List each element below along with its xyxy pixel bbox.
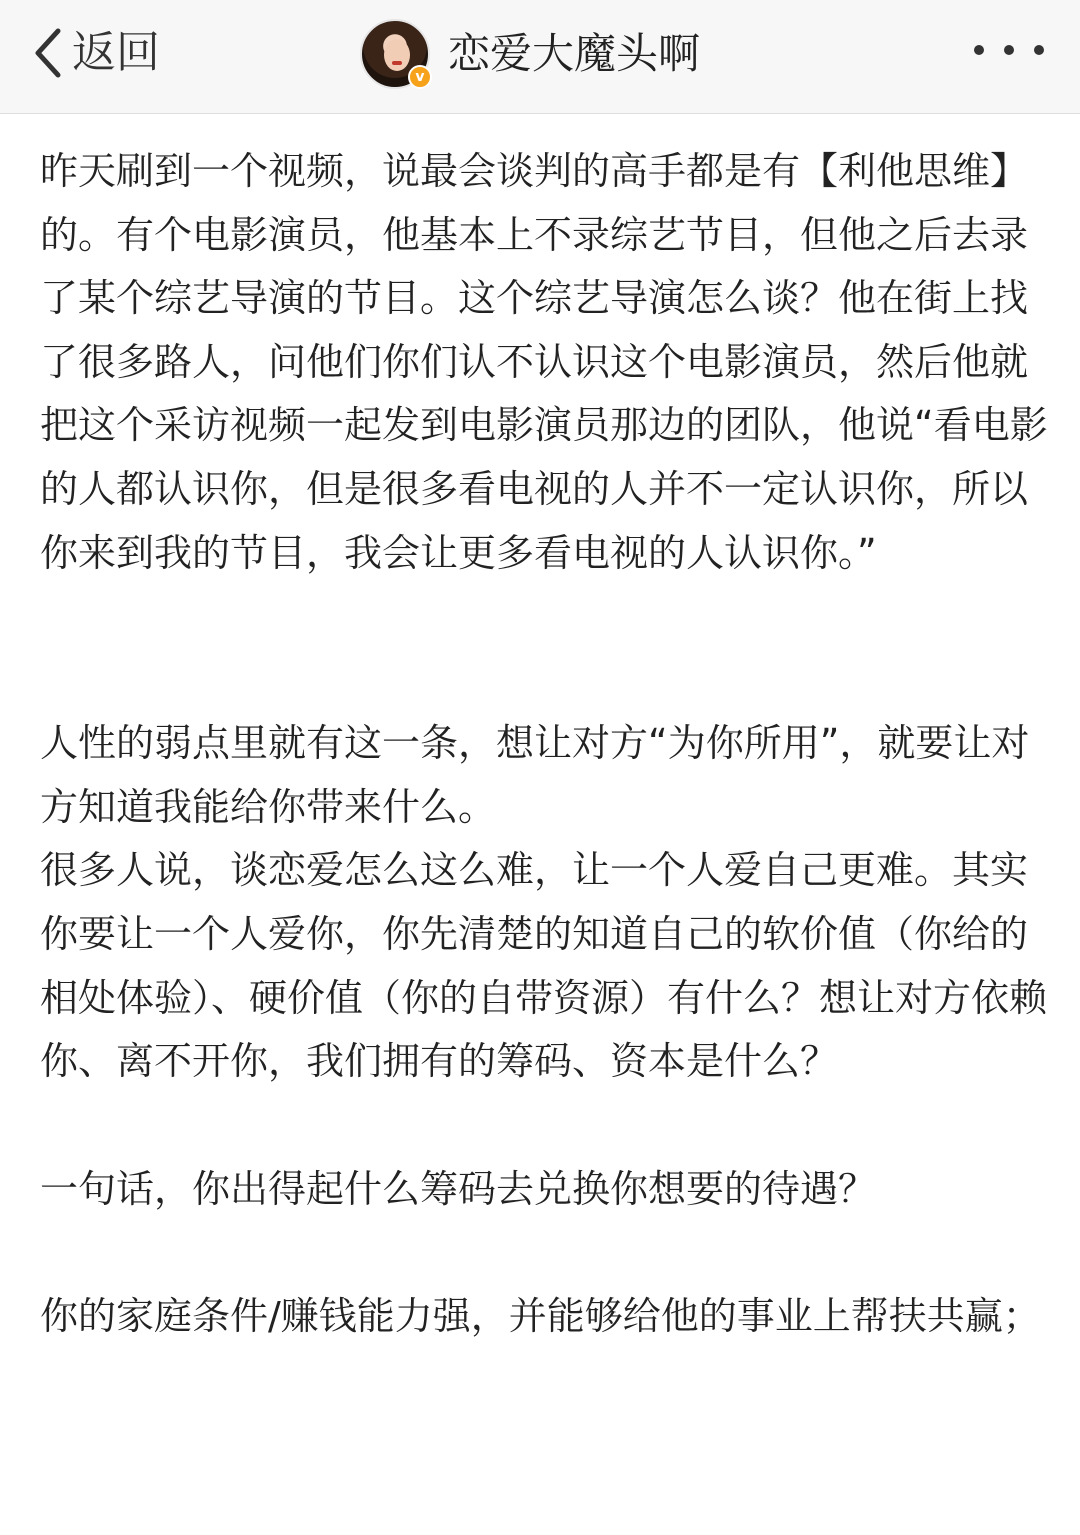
more-dots-icon xyxy=(1004,45,1014,55)
avatar[interactable] xyxy=(360,19,430,89)
author-profile[interactable] xyxy=(360,14,700,94)
post-paragraph: 你的家庭条件/赚钱能力强，并能够给他的事业上帮扶共赢； xyxy=(40,1294,1041,1339)
avatar-lips xyxy=(392,61,402,65)
more-dots-icon xyxy=(974,45,984,55)
paragraph-spacer xyxy=(40,1221,1050,1285)
post-body xyxy=(40,140,1050,1349)
post-paragraph: 人性的弱点里就有这一条，想让对方“为你所用”，就要让对方知道我能给你带来什么。 xyxy=(40,721,1030,829)
post-paragraph: 一句话，你出得起什么筹码去兑换你想要的待遇？ xyxy=(40,1166,877,1211)
author-username[interactable]: 恋爱大魔头啊 xyxy=(448,29,701,78)
paragraph-spacer xyxy=(40,1094,1050,1158)
back-button[interactable] xyxy=(28,18,160,88)
back-label: 返回 xyxy=(72,27,160,78)
more-dots-icon xyxy=(1034,45,1044,55)
chevron-left-icon xyxy=(28,23,68,83)
paragraph-spacer xyxy=(40,585,1050,712)
post-paragraph: 昨天刷到一个视频，说最会谈判的高手都是有【利他思维】的。有个电影演员，他基本上不录综艺节目，但他之后去录了某个综艺导演的节目。这个综艺导演怎么谈？他在街上找了很多路人，问他们你们认不认识这个电影演员，然后他就把这个采访视频一起发到电影演员那边的团队，他说“看电影的人都认识你，但是很多看电视的人并不一定认识你，所以你来到我的节目，我会让更多看电视的人认识你。” xyxy=(40,149,1048,575)
avatar-face xyxy=(384,39,410,71)
post-paragraph: 很多人说，谈恋爱怎么这么难，让一个人爱自己更难。其实你要让一个人爱你，你先清楚的知道自己的软价值（你给的相处体验）、硬价值（你的自带资源）有什么？想让对方依赖你、离不开你，我们拥有的筹码、资本是什么？ xyxy=(40,848,1048,1084)
more-options-button[interactable] xyxy=(974,28,1044,72)
top-nav-bar xyxy=(0,0,1080,114)
verified-icon: v xyxy=(408,65,432,89)
